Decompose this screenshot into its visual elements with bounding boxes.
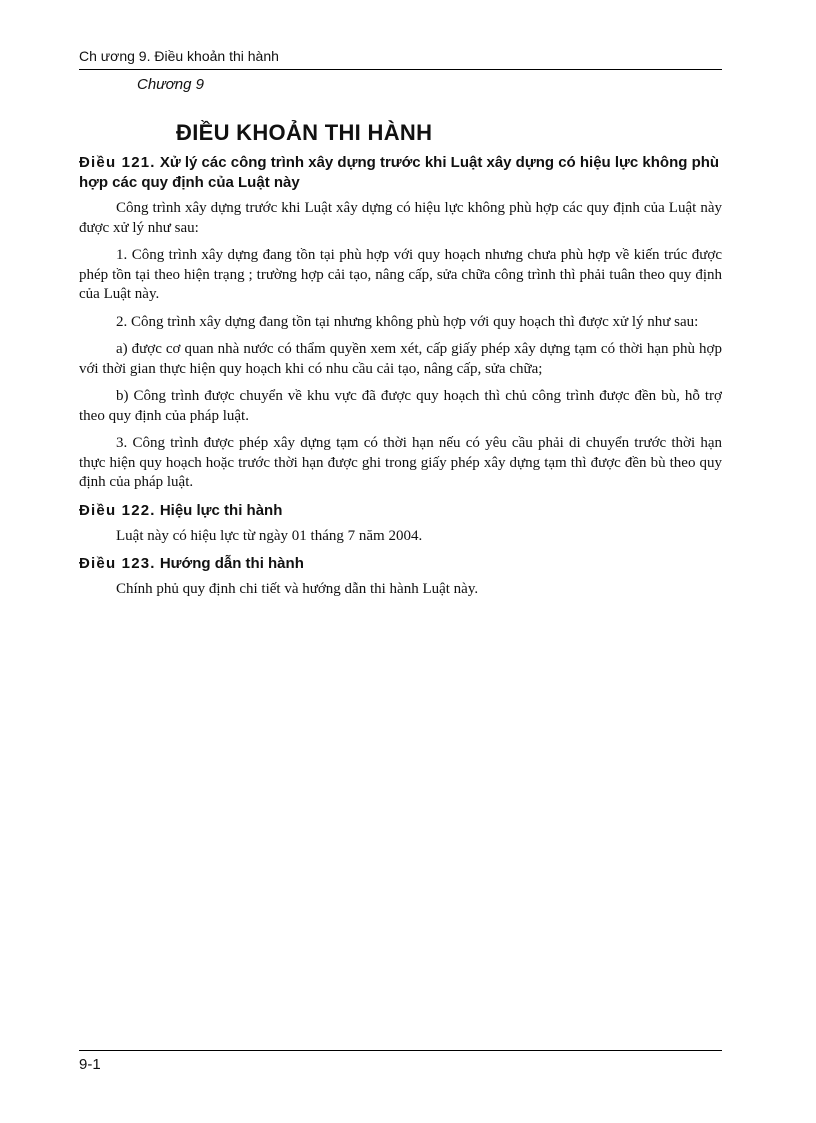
paragraph: Chính phủ quy định chi tiết và hướng dẫn thi hành Luật này. xyxy=(116,581,479,597)
document-body xyxy=(79,153,722,608)
article-number: Điều 123. xyxy=(79,555,156,572)
paragraph: Công trình xây dựng trước khi Luật xây dựng có hiệu lực không phù hợp các quy định của Luật này được xử lý như sau: xyxy=(79,200,722,236)
article-123-heading xyxy=(79,554,722,574)
paragraph: 2. Công trình xây dựng đang tồn tại nhưng không phù hợp với quy hoạch thì được xử lý như sau: xyxy=(116,313,699,330)
running-header: Ch ương 9. Điều khoản thi hành xyxy=(79,48,279,64)
article-title: Hướng dẫn thi hành xyxy=(159,555,304,572)
chapter-title: ĐIỀU KHOẢN THI HÀNH xyxy=(176,120,433,145)
article-122-heading xyxy=(79,501,722,521)
paragraph: Luật này có hiệu lực từ ngày 01 tháng 7 năm 2004. xyxy=(116,527,423,544)
paragraph: a) được cơ quan nhà nước có thẩm quyền xem xét, cấp giấy phép xây dựng tạm có thời hạn phù hợp với thời gian thực hiện quy hoạch khi có nhu cầu cải tạo, nâng cấp, sửa chữa; xyxy=(79,341,722,377)
chapter-label: Chương 9 xyxy=(137,76,204,93)
paragraph: 1. Công trình xây dựng đang tồn tại phù hợp với quy hoạch nhưng chưa phù hợp về kiến trúc được phép tồn tại theo hiện trạng ; trường hợp cải tạo, nâng cấp, sửa chữa công trình thì phải tuân theo quy định của Luật này. xyxy=(79,247,722,302)
article-number: Điều 122. xyxy=(79,501,156,519)
header-rule xyxy=(79,69,722,70)
paragraph: b) Công trình được chuyển về khu vực đã được quy hoạch thì chủ công trình được đền bù, hỗ trợ theo quy định của pháp luật. xyxy=(79,388,722,424)
article-number: Điều 121. xyxy=(79,154,156,171)
article-title: Xử lý các công trình xây dựng trước khi Luật xây dựng có hiệu lực không phù hợp các quy định của Luật này xyxy=(79,154,720,191)
page-number: 9-1 xyxy=(79,1056,101,1073)
paragraph: 3. Công trình được phép xây dựng tạm có thời hạn nếu có yêu cầu phải di chuyển trước thời hạn thực hiện quy hoạch hoặc trước thời hạn được ghi trong giấy phép xây dựng tạm thì được đền bù theo quy định của pháp luật. xyxy=(79,435,722,490)
article-title: Hiệu lực thi hành xyxy=(159,501,283,519)
article-121-heading xyxy=(79,153,722,193)
footer-rule xyxy=(79,1050,722,1051)
